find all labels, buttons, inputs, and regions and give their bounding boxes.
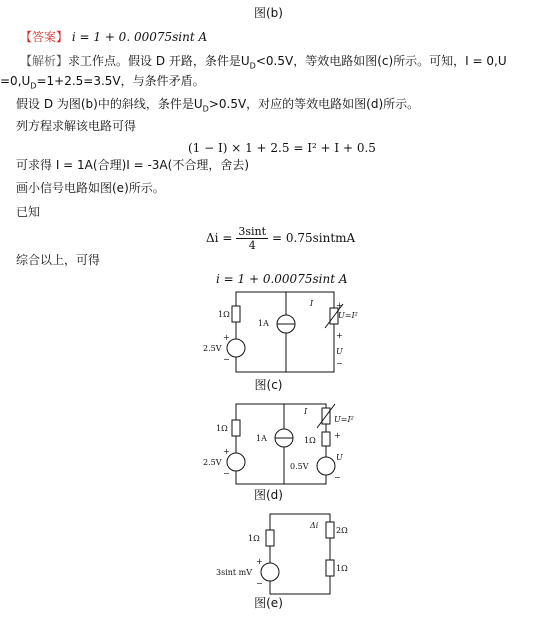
analysis-line-6: 画小信号电路如图(e)所示。 (16, 181, 165, 195)
svg-text:+: + (336, 301, 343, 310)
resistor-label-e3: 1Ω (336, 564, 348, 573)
voltage-source-label-d2: 0.5V (290, 462, 309, 471)
current-source-label-d: 1A (256, 434, 267, 443)
resistor-label-e2: 2Ω (336, 526, 348, 535)
analysis-tag: 【解析】 (20, 54, 69, 68)
equation-2: Δi = $\frac{3\sin t}{4}$ = 0.75sintmA (206, 224, 356, 252)
svg-text:−: − (336, 359, 343, 368)
figure-caption-c: 图(c) (254, 378, 283, 392)
circuit-d (198, 398, 364, 488)
analysis-line-3: 假设 D 为图(b)中的斜线，条件是$U_D>0.5V$，对应的等效电路如图(d)所示。 (16, 97, 420, 114)
svg-text:+: + (223, 333, 230, 342)
svg-text:+: + (334, 431, 341, 440)
svg-text:+: + (336, 331, 343, 340)
svg-text:U: U (336, 453, 343, 462)
svg-text:+: + (256, 557, 263, 566)
fraction-numerator: 3sint (238, 224, 267, 238)
small-signal-source-label: 3sint mV (216, 568, 253, 577)
resistor-label-c: 1Ω (218, 310, 230, 319)
equation-3: i = 1 + 0.00075sint A (216, 272, 348, 286)
svg-text:I: I (304, 407, 308, 416)
resistor-label-e1: 1Ω (248, 534, 260, 543)
svg-text:−: − (256, 579, 263, 588)
answer-tag: 【答案】 (20, 30, 69, 44)
analysis-line-5: 可求得 I = 1A(合理)I = -3A(不合理，舍去) (16, 158, 250, 172)
analysis-line-2: $=0,U_D=1+2.5=3.5V$，与条件矛盾。 (0, 74, 205, 91)
resistor-label-d: 1Ω (216, 424, 228, 433)
circuit-e (212, 508, 352, 598)
answer-formula: i = 1 + 0. 00075sint A (71, 30, 208, 44)
analysis-line-8: 综合以上，可得 (16, 253, 101, 267)
svg-text:−: − (223, 355, 230, 364)
analysis-line-7: 已知 (16, 205, 41, 219)
figure-caption-d: 图(d) (254, 488, 283, 502)
current-source-label-c: 1A (258, 319, 269, 328)
svg-text:I: I (310, 299, 314, 308)
equation-1: (1 − I) × 1 + 2.5 = I² + I + 0.5 (188, 141, 376, 155)
circuit-c (198, 286, 364, 376)
fraction-denominator: 4 (248, 238, 256, 252)
svg-text:−: − (223, 469, 230, 478)
analysis-line-1: 【解析】求工作点。假设 D 开路，条件是$U_D<0.5V$，等效电路如图(c)所示。可知，I = 0,U (20, 54, 507, 71)
voltage-source-label-d: 2.5V (203, 458, 222, 467)
svg-text:U=I²: U=I² (334, 415, 354, 424)
figure-caption-b: 图(b) (254, 6, 283, 20)
svg-text:U=I²: U=I² (338, 311, 358, 320)
analysis-line-4: 列方程求解该电路可得 (16, 119, 137, 133)
svg-text:Δi: Δi (310, 521, 319, 530)
figure-caption-e: 图(e) (254, 596, 283, 610)
answer-line (20, 30, 207, 45)
voltage-source-label-c: 2.5V (203, 344, 222, 353)
svg-text:+: + (223, 447, 230, 456)
svg-text:−: − (334, 473, 341, 482)
svg-text:U: U (336, 347, 343, 356)
svg-text:1Ω: 1Ω (304, 436, 316, 445)
